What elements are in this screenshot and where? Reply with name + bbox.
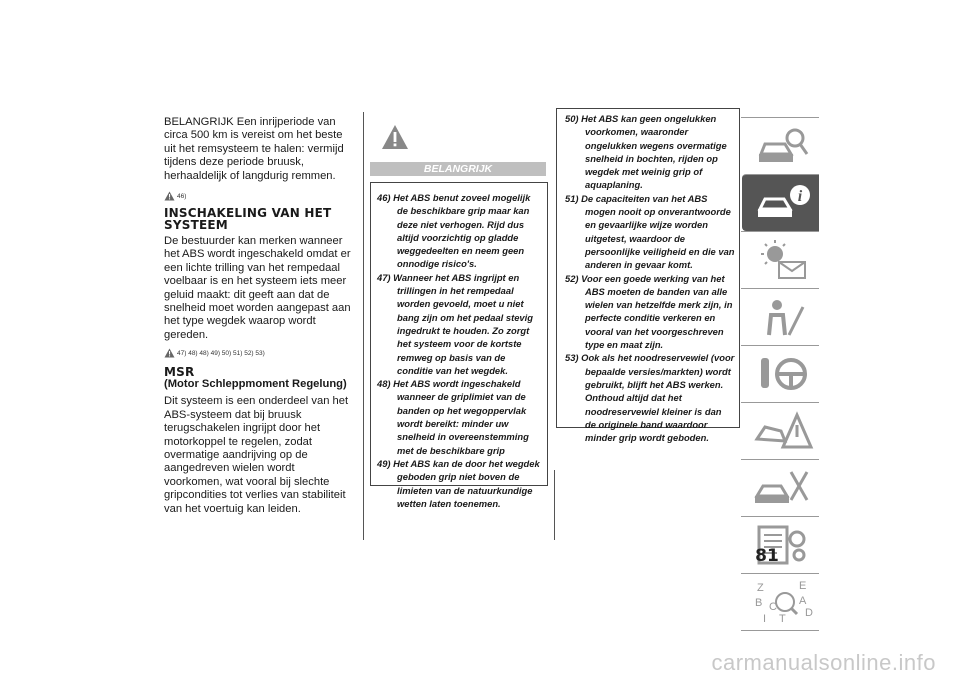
watermark: carmanualsonline.info <box>711 650 936 675</box>
index-letter: E <box>799 580 807 592</box>
svg-text:i: i <box>797 188 803 205</box>
chapter-tab-car-search[interactable] <box>741 117 819 174</box>
warning-item: 51) De capaciteiten van het ABS mogen nooit op onverantwoorde en gevaarlijke wijze worden uitgetest, waardoor de persoonlijke veiligheid en die van anderen in gevaar komt. <box>565 192 735 271</box>
warning-lights-icon <box>755 238 811 282</box>
chapter-tab-emergency[interactable] <box>741 402 819 459</box>
car-info-icon <box>756 181 812 225</box>
reference-2: 47) 48) 48) 49) 50) 51) 52) 53) <box>177 349 265 357</box>
warning-list-1 <box>371 183 547 510</box>
index-letter: A <box>799 595 807 607</box>
index-letter: T <box>779 613 786 625</box>
column-divider-1 <box>363 112 364 540</box>
warning-box-2 <box>556 108 740 444</box>
warning-item: 53) Ook als het noodreservewiel (voor bepaalde versies/markten) wordt gebruikt, blijft het ABS werken. Onthoud altijd dat het noodreservewiel kleiner is dan de originele band waardoor minder grip wordt geboden. <box>565 352 735 444</box>
warning-triangle-icon <box>164 348 175 358</box>
msr-paragraph: Dit systeem is een onderdeel van het ABS-systeem dat bij bruusk terugschakelen ingrijpt door het motorkoppel te regelen, zodat overmatige aandrijving op de aangedreven wielen wordt voorkomen, wat vooral bij slechte gripcondities tot verlies van stabiliteit van het voertuig kan leiden. <box>164 395 349 515</box>
index-letter: C <box>769 601 777 613</box>
msr-subheading: (Motor Schleppmoment Regelung) <box>164 378 347 391</box>
index-icon <box>755 580 811 624</box>
warning-item: 50) Het ABS kan geen ongelukken voorkomen, waaronder ongelukken wegens overmatige snelheid in bochten, rijden op wegdek met weinig grip of aquaplaning. <box>565 113 727 191</box>
chapter-tab-car-info[interactable] <box>742 174 819 231</box>
chapter-tab-warning-lights[interactable] <box>741 231 819 288</box>
column-divider-2 <box>554 470 555 540</box>
activation-paragraph: De bestuurder kan merken wanneer het ABS wordt ingeschakeld omdat er een lichte trilling van het rempedaal voelbaar is en het systeem iets meer geluid maakt: dit geeft aan dat de snelheid moet worden aangepast aan het type wegdek waarop wordt gereden. <box>164 235 351 341</box>
page-number: 81 <box>755 546 779 566</box>
steering-wheel-icon <box>755 352 811 396</box>
index-letter: B <box>755 597 763 609</box>
warning-item: 49) Het ABS kan de door het wegdek geboden grip niet boven de limieten van de natuurkundige wetten laten toenemen. <box>377 457 540 509</box>
reference-row-1 <box>164 191 356 201</box>
warning-list-2 <box>557 109 739 444</box>
index-letter: I <box>763 613 767 625</box>
large-warning-triangle-icon <box>381 124 409 150</box>
left-column <box>164 116 356 516</box>
reference-1: 46) <box>177 192 187 200</box>
warning-box-header: BELANGRIJK <box>370 162 546 176</box>
car-search-icon <box>755 124 811 168</box>
index-letter: D <box>805 607 813 619</box>
chapter-tab-safety[interactable] <box>741 288 819 345</box>
chapter-tab-index[interactable] <box>741 573 819 631</box>
car-safety-icon <box>755 295 811 339</box>
section-heading-activation: INSCHAKELING VAN HET SYSTEEM <box>164 206 332 233</box>
warning-box-1 <box>370 182 548 509</box>
intro-paragraph: BELANGRIJK Een inrijperiode van circa 500 km is vereist om het beste uit het remsysteem te halen: vermijd tijdens deze periode bruusk, herhaaldelijk of langdurig remmen. <box>164 116 344 182</box>
warning-triangle-icon <box>164 191 175 201</box>
chapter-tab-maintenance[interactable] <box>741 459 819 516</box>
warning-item: 52) Voor een goede werking van het ABS moeten de banden van alle wielen van hetzelfde merk zijn, in perfecte conditie verkeren en vooral van het voorgeschreven type en maat zijn. <box>565 272 733 351</box>
reference-row-2 <box>164 348 356 358</box>
warning-item: 48) Het ABS wordt ingeschakeld wanneer de griplimiet van de banden op het wegoppervlak wordt bereikt: minder uw snelheid in overeenstemming met de beschikbare grip <box>377 378 529 456</box>
chapter-tab-starting[interactable] <box>741 345 819 402</box>
section-heading-msr: MSR <box>164 365 195 380</box>
index-letter: Z <box>757 582 764 594</box>
car-breakdown-icon <box>755 409 811 453</box>
car-tools-icon <box>755 466 811 510</box>
warning-item: 47) Wanneer het ABS ingrijpt en trillingen in het rempedaal worden gevoeld, moet u niet bang zijn om het pedaal stevig ingedrukt te houden. Zo zorgt het systeem voor de kortste remweg op basis van de conditie van het wegdek. <box>377 271 533 376</box>
warning-item: 46) Het ABS benut zoveel mogelijk de beschikbare grip maar kan deze niet verhogen. Rijd dus altijd voorzichtig op gladde weggedeelten en neem geen onnodige risico's. <box>377 192 531 270</box>
